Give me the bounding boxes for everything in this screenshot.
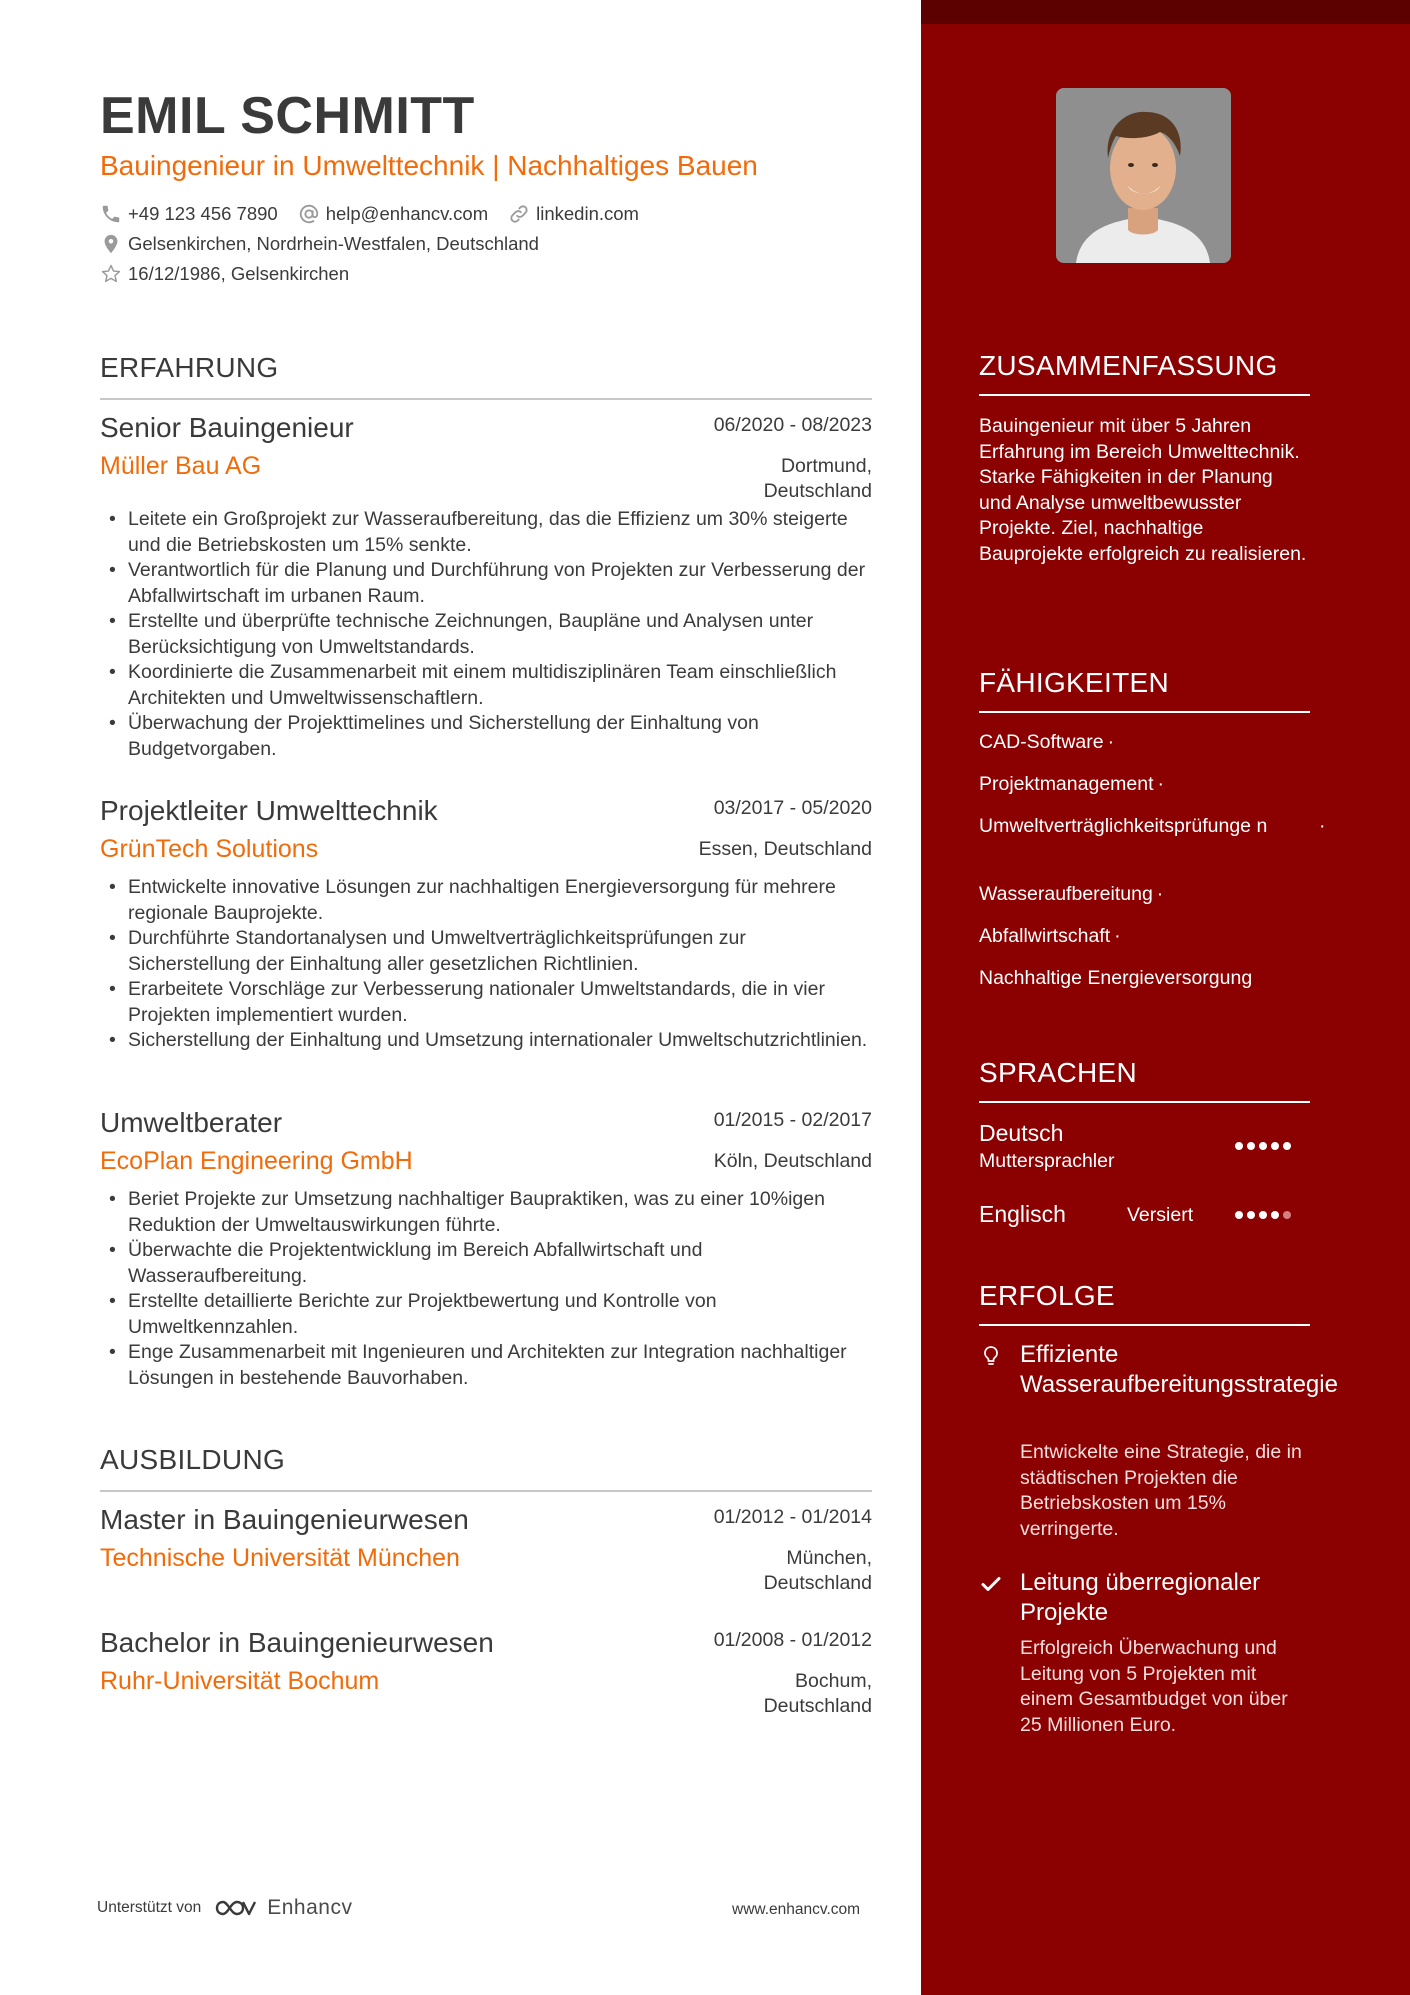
skill-item <box>979 923 1319 949</box>
email-address[interactable]: help@enhancv.com <box>325 203 489 224</box>
rating-dot <box>1271 1211 1279 1219</box>
sidebar-top-bar <box>921 0 1410 24</box>
skill-separator: · <box>1157 773 1165 795</box>
contact-phone <box>100 203 278 225</box>
education-location: Bochum, Deutschland <box>763 1670 872 1717</box>
job-location: Köln, Deutschland <box>713 1150 872 1172</box>
education-entry <box>100 1504 872 1604</box>
job-bullets <box>100 875 872 1054</box>
location-pin-icon <box>100 233 122 255</box>
languages-section-title: SPRACHEN <box>979 1057 1310 1103</box>
footer-powered-by <box>97 1896 352 1920</box>
language-name: Englisch <box>979 1201 1066 1227</box>
birth-text: 16/12/1986, Gelsenkirchen <box>128 263 350 284</box>
education-dates: 01/2012 - 01/2014 <box>713 1506 872 1528</box>
link-icon <box>508 203 530 225</box>
contact-birth <box>100 263 349 285</box>
achievement-description: Entwickelte eine Strategie, die in städtischen Projekten die Betriebskosten um 15% verringerte. <box>1020 1441 1302 1540</box>
skill-label: Abfallwirtschaft <box>979 925 1111 947</box>
bullet-item: • Überwachung der Projekttimelines und Sicherstellung der Einhaltung von Budgetvorgaben. <box>100 711 872 762</box>
job-title: Projektleiter Umwelttechnik <box>100 795 438 826</box>
language-level: Muttersprachler <box>979 1150 1115 1172</box>
bullet-item: • Leitete ein Großprojekt zur Wasseraufbereitung, das die Effizienz um 30% steigerte und die Betriebskosten um 15% senkte. <box>100 507 872 558</box>
rating-dot <box>1283 1211 1291 1219</box>
profile-photo <box>1056 88 1231 263</box>
skill-label: Umweltverträglichkeitsprüfunge n <box>979 815 1268 837</box>
bullet-item: • Durchführte Standortanalysen und Umweltverträglichkeitsprüfungen zur Sicherstellung der Einhaltung aller gesetzlichen Richtlinien. <box>100 926 872 977</box>
language-rating <box>1235 1211 1291 1219</box>
skill-label: Projektmanagement <box>979 773 1154 795</box>
candidate-headline: Bauingenieur in Umwelttechnik | Nachhaltiges Bauen <box>100 150 758 181</box>
bullet-item: • Sicherstellung der Einhaltung und Umsetzung internationaler Umweltschutzrichtlinien. <box>100 1028 872 1054</box>
rating-dot <box>1259 1142 1267 1150</box>
enhancv-logo-icon <box>211 1896 259 1920</box>
bullet-item: • Beriet Projekte zur Umsetzung nachhaltiger Baupraktiken, was zu einer 10%igen Reduktion der Umweltauswirkungen führte. <box>100 1187 872 1238</box>
lightbulb-icon <box>979 1344 1003 1368</box>
bullet-item: • Erarbeitete Vorschläge zur Verbesserung nationaler Umweltstandards, die in vier Projekten implementiert wurden. <box>100 977 872 1028</box>
contact-row-location <box>100 233 559 255</box>
degree-title: Bachelor in Bauingenieurwesen <box>100 1627 494 1658</box>
education-section-title: AUSBILDUNG <box>100 1444 872 1492</box>
achievement-title: Leitung überregionaler Projekte <box>1020 1569 1261 1626</box>
education-location: München, Deutschland <box>763 1547 872 1594</box>
school-name: Ruhr-Universität Bochum <box>100 1667 380 1695</box>
contact-linkedin[interactable] <box>508 203 639 225</box>
summary-text: Bauingenieur mit über 5 Jahren Erfahrung im Bereich Umwelttechnik. Starke Fähigkeiten in der Planung und Analyse umweltbewusster Projekte. Ziel, nachhaltige Bauprojekte erfolgreich zu realisieren. <box>979 415 1307 565</box>
skill-separator: · <box>1107 731 1115 753</box>
bullet-item: • Erstellte detaillierte Berichte zur Projektbewertung und Kontrolle von Umweltkennzahlen. <box>100 1289 872 1340</box>
job-dates: 03/2017 - 05/2020 <box>713 797 872 819</box>
powered-by-label: Unterstützt von <box>97 1899 202 1916</box>
job-location: Dortmund, Deutschland <box>763 455 872 502</box>
rating-dot <box>1235 1142 1243 1150</box>
contact-row-primary <box>100 203 659 225</box>
summary-section-title: ZUSAMMENFASSUNG <box>979 350 1310 396</box>
job-dates: 01/2015 - 02/2017 <box>713 1109 872 1131</box>
skill-separator: · <box>1319 815 1326 837</box>
achievement-title: Effiziente Wasseraufbereitungsstrategie <box>1020 1341 1338 1398</box>
job-title: Umweltberater <box>100 1107 283 1138</box>
candidate-name: EMIL SCHMITT <box>100 87 475 145</box>
experience-entry <box>100 412 872 762</box>
job-dates: 06/2020 - 08/2023 <box>713 414 872 436</box>
bullet-item: • Koordinierte die Zusammenarbeit mit einem multidisziplinären Team einschließlich Architekten und Umweltwissenschaftlern. <box>100 660 872 711</box>
phone-number: +49 123 456 7890 <box>128 203 278 224</box>
achievement-description: Erfolgreich Überwachung und Leitung von 5 Projekten mit einem Gesamtbudget von über 25 Millionen Euro. <box>1020 1637 1288 1736</box>
company-name: Müller Bau AG <box>100 452 262 480</box>
achievements-section-title: ERFOLGE <box>979 1280 1310 1326</box>
rating-dot <box>1247 1211 1255 1219</box>
skill-item <box>979 813 1326 839</box>
rating-dot <box>1259 1211 1267 1219</box>
sidebar <box>921 0 1410 1995</box>
experience-section-title: ERFAHRUNG <box>100 352 872 400</box>
rating-dot <box>1235 1211 1243 1219</box>
skill-separator: · <box>1114 925 1121 947</box>
phone-icon <box>100 203 122 225</box>
skill-separator: · <box>1156 883 1164 905</box>
skill-label: Nachhaltige Energieversorgung <box>979 967 1253 989</box>
linkedin-link[interactable]: linkedin.com <box>536 203 639 224</box>
footer-url[interactable]: www.enhancv.com <box>732 1901 861 1918</box>
skill-label: Wasseraufbereitung <box>979 883 1153 905</box>
job-title: Senior Bauingenieur <box>100 412 354 443</box>
education-dates: 01/2008 - 01/2012 <box>713 1629 872 1651</box>
bullet-item: • Erstellte und überprüfte technische Zeichnungen, Baupläne und Analysen unter Berücksichtigung von Umweltstandards. <box>100 609 872 660</box>
bullet-item: • Entwickelte innovative Lösungen zur nachhaltigen Energieversorgung für mehrere regionale Bauprojekte. <box>100 875 872 926</box>
rating-dot <box>1283 1142 1291 1150</box>
experience-entry <box>100 795 872 1054</box>
language-rating <box>1235 1142 1291 1150</box>
bullet-item: • Enge Zusammenarbeit mit Ingenieuren und Architekten zur Integration nachhaltiger Lösungen in bestehende Bauvorhaben. <box>100 1340 872 1391</box>
education-entry <box>100 1627 872 1727</box>
experience-entry <box>100 1107 872 1391</box>
checkmark-icon <box>979 1572 1003 1596</box>
bullet-item: • Verantwortlich für die Planung und Durchführung von Projekten zur Verbesserung der Abfallwirtschaft im urbanen Raum. <box>100 558 872 609</box>
rating-dot <box>1271 1142 1279 1150</box>
skill-label: CAD-Software <box>979 731 1104 753</box>
star-icon <box>100 263 122 285</box>
job-bullets <box>100 1187 872 1391</box>
school-name: Technische Universität München <box>100 1544 460 1572</box>
company-name: GrünTech Solutions <box>100 835 319 863</box>
contact-location <box>100 233 539 255</box>
skill-item <box>979 881 1319 907</box>
company-name: EcoPlan Engineering GmbH <box>100 1147 413 1175</box>
degree-title: Master in Bauingenieurwesen <box>100 1504 469 1535</box>
contact-email[interactable] <box>298 203 488 225</box>
skill-item <box>979 771 1319 797</box>
location-text: Gelsenkirchen, Nordrhein-Westfalen, Deutschland <box>128 233 539 254</box>
skill-item <box>979 729 1319 755</box>
skill-item <box>979 965 1319 991</box>
bullet-item: • Überwachte die Projektentwicklung im Bereich Abfallwirtschaft und Wasseraufbereitung. <box>100 1238 872 1289</box>
contact-row-birth <box>100 263 369 285</box>
language-level: Versiert <box>1127 1204 1194 1226</box>
at-icon <box>298 203 320 225</box>
rating-dot <box>1247 1142 1255 1150</box>
skills-section-title: FÄHIGKEITEN <box>979 667 1310 713</box>
job-location: Essen, Deutschland <box>698 838 872 860</box>
language-name: Deutsch <box>979 1120 1064 1146</box>
job-bullets <box>100 507 872 762</box>
enhancv-brand: Enhancv <box>267 1896 353 1919</box>
